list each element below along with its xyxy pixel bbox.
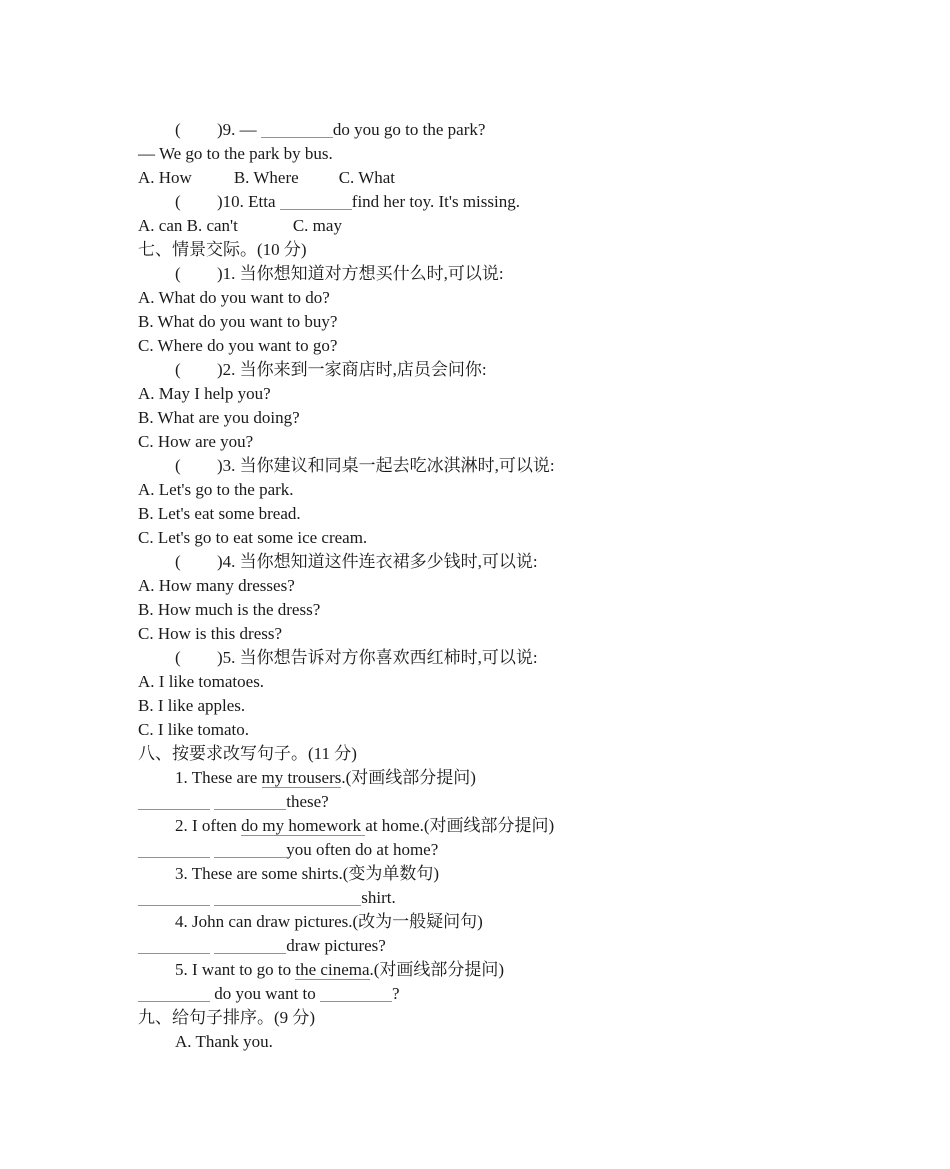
q9-number: )9. —: [217, 120, 257, 139]
answer-blank[interactable]: [138, 888, 210, 906]
s7-q3-text: )3. 当你建议和同桌一起去吃冰淇淋时,可以说:: [217, 456, 555, 475]
answer-paren[interactable]: (: [175, 552, 181, 571]
answer-blank[interactable]: [138, 984, 210, 1002]
s9-item-a: A. Thank you.: [175, 1032, 273, 1051]
s8-item5-pre: 5. I want to go to: [175, 960, 296, 979]
s7-q3-prompt: [138, 454, 898, 478]
q10-option-c: C. may: [292, 216, 342, 235]
s8-item2: [138, 814, 898, 838]
s8-item3-tail: shirt.: [361, 888, 396, 907]
s8-item5-underlined: the cinema: [295, 960, 370, 979]
s7-q3-option-b: B. Let's eat some bread.: [138, 504, 301, 523]
answer-blank[interactable]: [214, 936, 286, 954]
q9-text: do you go to the park?: [332, 120, 486, 139]
s7-q2-option-a: A. May I help you?: [138, 384, 271, 403]
s7-q3-option-c: C. Let's go to eat some ice cream.: [138, 528, 368, 547]
s7-q1-prompt: [138, 262, 898, 286]
q10-option-b: B. can't: [186, 216, 238, 235]
s7-q1-option-c: C. Where do you want to go?: [138, 336, 338, 355]
s7-q2-text: )2. 当你来到一家商店时,店员会问你:: [217, 360, 487, 379]
answer-blank[interactable]: [214, 888, 361, 906]
answer-blank[interactable]: [320, 984, 392, 1002]
q9-question: [138, 118, 898, 142]
answer-blank[interactable]: [138, 936, 210, 954]
s8-item3-answer: [138, 886, 898, 910]
s8-item4: 4. John can draw pictures.(改为一般疑问句): [175, 912, 483, 931]
s8-item1-pre: 1. These are: [175, 768, 262, 787]
answer-blank[interactable]: [138, 792, 210, 810]
s8-item1-tail: these?: [286, 792, 329, 811]
s8-item2-underlined: do my homework: [241, 816, 366, 835]
s8-item1-answer: [138, 790, 898, 814]
s7-q3-option-a: A. Let's go to the park.: [138, 480, 294, 499]
q10-blank[interactable]: [280, 192, 352, 210]
s7-q5-text: )5. 当你想告诉对方你喜欢西红柿时,可以说:: [217, 648, 538, 667]
q10-question: [138, 190, 898, 214]
worksheet-page: [138, 118, 898, 1054]
q9-blank[interactable]: [261, 120, 333, 138]
answer-paren[interactable]: (: [175, 192, 181, 211]
s7-q5-option-b: B. I like apples.: [138, 696, 246, 715]
s8-item5-answer: [138, 982, 898, 1006]
s7-q5-option-a: A. I like tomatoes.: [138, 672, 265, 691]
section7-title: 七、情景交际。(10 分): [138, 240, 307, 259]
q10-option-a: A. can: [138, 216, 183, 235]
s7-q4-text: )4. 当你想知道这件连衣裙多少钱时,可以说:: [217, 552, 538, 571]
s7-q4-prompt: [138, 550, 898, 574]
answer-paren[interactable]: (: [175, 456, 181, 475]
answer-blank[interactable]: [214, 840, 286, 858]
s7-q5-prompt: [138, 646, 898, 670]
section9-title: 九、给句子排序。(9 分): [138, 1008, 316, 1027]
s8-item2-tail: you often do at home?: [286, 840, 439, 859]
s8-item1-post: .(对画线部分提问): [341, 768, 476, 787]
s7-q2-prompt: [138, 358, 898, 382]
s8-item4-tail: draw pictures?: [286, 936, 386, 955]
s8-item5-post: .(对画线部分提问): [369, 960, 505, 979]
s7-q1-option-b: B. What do you want to buy?: [138, 312, 338, 331]
s8-item3: 3. These are some shirts.(变为单数句): [175, 864, 440, 883]
s7-q1-text: )1. 当你想知道对方想买什么时,可以说:: [217, 264, 504, 283]
answer-paren[interactable]: (: [175, 360, 181, 379]
section8-title: 八、按要求改写句子。(11 分): [138, 744, 357, 763]
s8-item1-underlined: my trousers: [261, 768, 342, 787]
answer-paren[interactable]: (: [175, 264, 181, 283]
s8-item2-pre: 2. I often: [175, 816, 242, 835]
answer-blank[interactable]: [138, 840, 210, 858]
q9-options: [138, 166, 898, 190]
s8-item1: [138, 766, 898, 790]
q10-options: [138, 214, 898, 238]
s7-q4-option-b: B. How much is the dress?: [138, 600, 321, 619]
answer-paren[interactable]: (: [175, 120, 181, 139]
q9-option-b: B. Where: [233, 168, 299, 187]
s8-item4-answer: [138, 934, 898, 958]
q9-answer-line: — We go to the park by bus.: [138, 144, 333, 163]
s8-item2-post: at home.(对画线部分提问): [365, 816, 555, 835]
s7-q2-option-c: C. How are you?: [138, 432, 254, 451]
s7-q1-option-a: A. What do you want to do?: [138, 288, 330, 307]
s7-q2-option-b: B. What are you doing?: [138, 408, 300, 427]
s8-item5: [138, 958, 898, 982]
s8-item5-mid: do you want to: [214, 984, 321, 1003]
q10-text: find her toy. It's missing.: [351, 192, 520, 211]
answer-blank[interactable]: [214, 792, 286, 810]
q10-number: )10. Etta: [217, 192, 276, 211]
answer-paren[interactable]: (: [175, 648, 181, 667]
q9-option-a: A. How: [138, 168, 192, 187]
s8-item5-tail: ?: [392, 984, 400, 1003]
s7-q5-option-c: C. I like tomato.: [138, 720, 249, 739]
s7-q4-option-c: C. How is this dress?: [138, 624, 283, 643]
q9-option-c: C. What: [338, 168, 396, 187]
s8-item2-answer: [138, 838, 898, 862]
s7-q4-option-a: A. How many dresses?: [138, 576, 295, 595]
